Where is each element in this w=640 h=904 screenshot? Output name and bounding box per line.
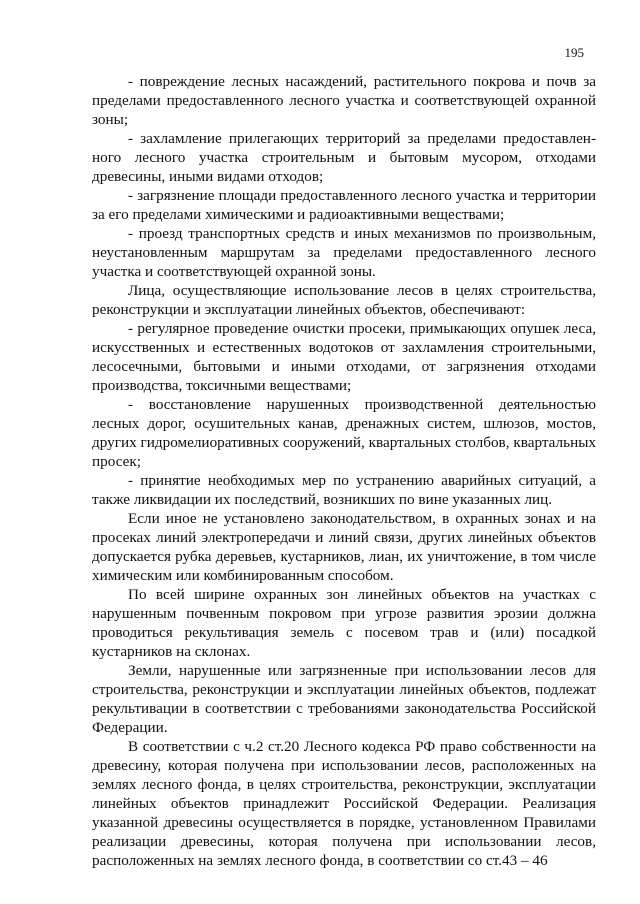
paragraph: Лица, осуществляющие использование лесов в целях строительства, реконструкции и эксплуатации линейных объектов, обеспечивают: <box>92 282 596 318</box>
paragraph: - загрязнение площади предоставленного лесного участка и территории за его пределами химическими и радиоактивными веществами; <box>92 187 596 223</box>
paragraph: В соответствии с ч.2 ст.20 Лесного кодекса РФ право собственности на древесину, которая получена при использовании лесов, расположенных на землях лесного фонда, в целях строительства, реконструкции, эксплуатации линейных объектов принадлежит Российской Федерации. Реализация указанной древесины осуществляется в порядке, установленном Правилами реализации древесины, которая получена при использовании лесов, расположенных на землях лесного фонда, в соответствии со ст.43 – 46 <box>92 738 596 869</box>
document-body <box>92 72 596 870</box>
paragraph: - захламление прилегающих территорий за пределами предоставленного лесного участка строительным и бытовым мусором, отходами древесины, иными видами отходов; <box>92 130 596 185</box>
paragraph: Если иное не установлено законодательством, в охранных зонах и на просеках линий электропередачи и линий связи, других линейных объектов допускается рубка деревьев, кустарников, лиан, их уничтожение, в том числе химическим или комбинированным способом. <box>92 510 596 584</box>
paragraph: Земли, нарушенные или загрязненные при использовании лесов для строительства, реконструкции и эксплуатации линейных объектов, подлежат рекультивации в соответствии с требованиями законодательства Российской Федерации. <box>92 662 596 736</box>
page-number: 195 <box>564 45 584 60</box>
paragraph: - повреждение лесных насаждений, растительного покрова и почв за пределами предоставленного лесного участка и соответствующей охранной зоны; <box>92 73 596 128</box>
paragraph: - принятие необходимых мер по устранению аварийных ситуаций, а также ликвидации их последствий, возникших по вине указанных лиц. <box>92 472 596 508</box>
paragraph: По всей ширине охранных зон линейных объектов на участках с нарушенным почвенным покровом при угрозе развития эрозии должна проводиться рекультивация земель с посевом трав и (или) посадкой кустарников на склонах. <box>92 586 596 660</box>
paragraph: - проезд транспортных средств и иных механизмов по произвольным, неустановленным маршрутам за пределами предоставленного лесного участка и соответствующей охранной зоны. <box>92 225 596 280</box>
paragraph: - восстановление нарушенных производственной деятельностью лесных дорог, осушительных канав, дренажных систем, шлюзов, мостов, других гидромелиоративных сооружений, квартальных столбов, квартальных просек; <box>92 396 596 470</box>
paragraph: - регулярное проведение очистки просеки, примыкающих опушек леса, искусственных и естественных водотоков от захламления строительными, лесосечными, бытовыми и иными отходами, от загрязнения отходами производства, токсичными веществами; <box>92 320 596 394</box>
